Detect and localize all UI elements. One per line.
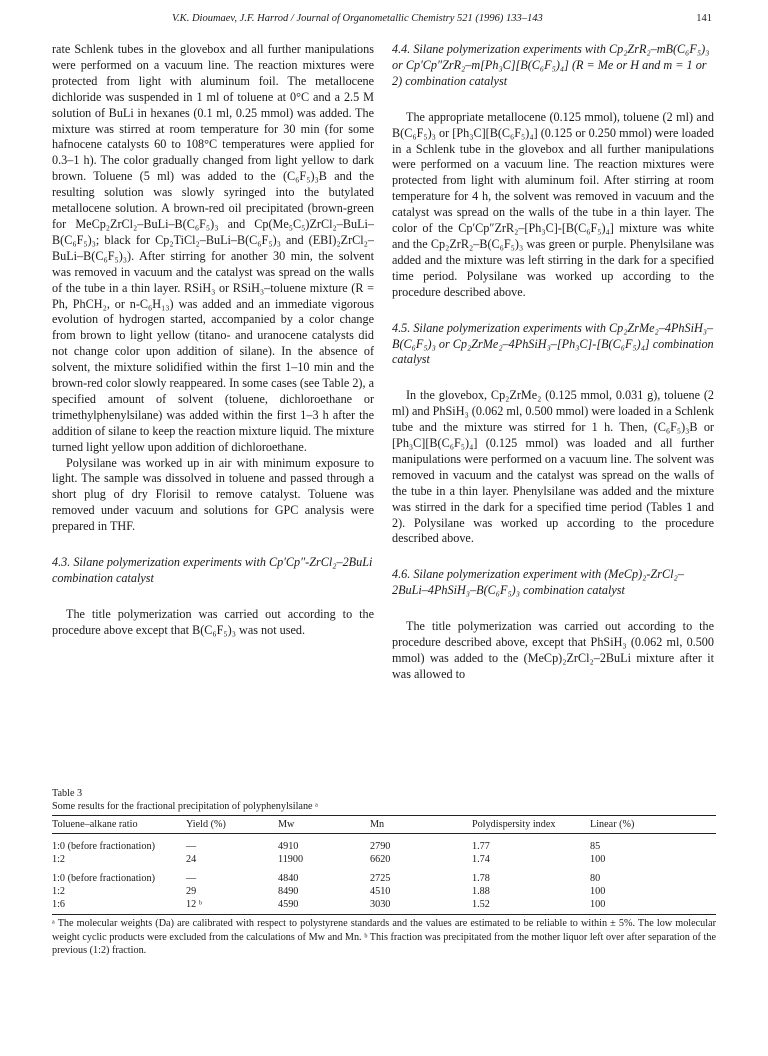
- table-cell: —: [186, 841, 197, 852]
- table-row: [52, 885, 716, 898]
- table-cell: 100: [590, 886, 606, 897]
- body-paragraph: Polysilane was worked up in air with minimum exposure to light. The sample was dissolved in toluene and passed through a short plug of dry Florisil to remove catalyst. Toluene was removed under vacuum and solutions for GPC analysis were prepared in THF.: [52, 455, 374, 534]
- table-3: [52, 787, 716, 915]
- table-cell: 80: [590, 873, 601, 884]
- table-cell: 29: [186, 886, 197, 897]
- table-cell: 4510: [370, 886, 391, 897]
- table-cell: 1.88: [472, 886, 490, 897]
- column-header: Yield (%): [186, 816, 278, 834]
- section-heading-4-3: 4.3. Silane polymerization experiments with Cp′Cp″-ZrCl₂–2BuLi combination catalyst: [52, 555, 373, 585]
- results-table: [52, 815, 716, 915]
- table-caption: Some results for the fractional precipitation of polyphenylsilane ᵃ: [52, 801, 318, 812]
- table-cell: 1.52: [472, 898, 590, 915]
- section-heading-4-5: 4.5. Silane polymerization experiments with Cp₂ZrMe₂–4PhSiH₃–B(C₆F₅)₃ or Cp₂ZrMe₂–4PhSiH₃–[Ph₃C]-[B(C₆F₅)₄] combination catalyst: [392, 320, 714, 367]
- table-cell: 1.74: [472, 854, 490, 865]
- table-cell: 2790: [370, 841, 391, 852]
- body-paragraph: The appropriate metallocene (0.125 mmol), toluene (2 ml) and B(C₆F₅)₃ or [Ph₃C][B(C₆F₅)₄] (0.125 or 0.250 mmol) were loaded in a Schlenk tube in the glovebox and all further manipulations were performed on a vacuum line. The reaction mixtures were protected from light with aluminum foil. After stirring at room temperature for 4 h, the solvent was removed in vacuum and the catalyst was spread on the walls of the tube in a thin layer. The color of the Cp′Cp″ZrR₂–[Ph₃C]-[B(C₆F₅)₄] mixture was white and the Cp₂ZrR₂–B(C₆F₅)₃ was green or purple. Phenylsilane was added and the mixture was left stirring in the dark for a specified time period. Polysilane was worked up according to the procedure described above.: [392, 109, 714, 299]
- body-paragraph: The title polymerization was carried out according to the procedure described above, except that PhSiH₃ (0.062 ml, 0.500 mmol) was added to the (MeCp)₂ZrCl₂–2BuLi mixture after it was allowed to: [392, 619, 714, 681]
- table-cell: 1.78: [472, 873, 490, 884]
- table-cell: 4840: [278, 873, 299, 884]
- column-header: Linear (%): [590, 816, 716, 834]
- page-number: 141: [696, 13, 712, 24]
- table-cell: 4910: [278, 841, 299, 852]
- left-column: [52, 42, 374, 639]
- column-header: Mw: [278, 816, 370, 834]
- table-footnote: [52, 917, 716, 958]
- table-cell: 1:0 (before fractionation): [52, 841, 155, 852]
- body-paragraph: rate Schlenk tubes in the glovebox and all further manipulations were performed on a vacuum line. The reaction mixtures were protected from light with aluminum foil. The metallocene dichloride was suspended in 1 ml of toluene at 0°C and a 2.5 M solution of BuLi in hexanes (0.1 ml, 0.25 mmol) was added. The mixture was stirred at room temperature for 30 min (for some hafnocene catalysts 60 to 108°C temperatures were applied for 0.3–1 h). The color gradually changed from light yellow to dark brown. Toluene (5 ml) was added to the (C₆F₅)₃B and the resulting solution was slowly syringed into the butylated metallocene solution. A brown-red oil precipitated (brown-green for MeCp₂ZrCl₂–BuLi–B(C₆F₅)₃ and Cp(Me₅C₅)ZrCl₂–BuLi–B(C₆F₅)₃; black for Cp₂TiCl₂–BuLi–B(C₆F₅)₃ and (EBI)₂ZrCl₂–BuLi–B(C₆F₅)₃). After stirring for another 30 min, the solvent was removed in vacuum and the catalyst was spread on the walls of the tube in a thin layer. RSiH₃ or RSiH₃–toluene mixture (R = Ph, PhCH₂, or n-C₆H₁₃) was added and an immediate vigorous evolution of hydrogen started, accompanied by a color change from brown to light yellow (titano- and uranocene catalysts did not change color upon addition of silane). In the absence of solvent, the mixture solidified within the first 1–10 min and the brown-red color slowly reappeared. In some cases (see Table 2), a specified amount of solvent (toluene, dichloroethane or trimethylphenylsilane) was added within the first 1–3 h after the addition of silane to keep the reaction mixture liquid. The mixture turned light yellow upon addition of dichloroethane.: [52, 42, 374, 454]
- table-cell: 4590: [278, 898, 370, 915]
- table-cell: 1:6: [52, 898, 186, 915]
- section-heading-4-6: 4.6. Silane polymerization experiment with (MeCp)₂-ZrCl₂–2BuLi–4PhSiH₃–B(C₆F₅)₃ combination catalyst: [392, 567, 684, 598]
- right-column: [392, 42, 714, 683]
- table-cell: 24: [186, 854, 197, 865]
- column-header: Mn: [370, 816, 472, 834]
- footnote-text: ᵃ The molecular weights (Da) are calibrated with respect to polystyrene standards and the values are estimated to be reliable to within ± 5%. The low molecular weight cyclic products were excluded from the calculations of Mw and Mn. ᵇ This fraction was precipitated from the mother liquor left over after separation of the previous (1:2) fraction.: [52, 918, 716, 956]
- body-paragraph: In the glovebox, Cp₂ZrMe₂ (0.125 mmol, 0.031 g), toluene (2 ml) and PhSiH₃ (0.062 ml, 0.500 mmol) were loaded in a Schlenk tube and the mixture was stirred for 1 h. Then, (C₆F₅)₃B or [Ph₃C][B(C₆F₅)₄] (0.125 mmol) was loaded and all further manipulations were performed on a vacuum line. The solvent was removed in vacuum and the catalyst was spread on the walls of the tube in a thin layer. Phenylsilane was added and the mixture was stirred in the dark for a specified time period (Tables 1 and 2). Polysilane was worked up according to the procedure described above.: [392, 388, 714, 546]
- running-title: V.K. Dioumaev, J.F. Harrod / Journal of Organometallic Chemistry 521 (1996) 133–143: [172, 13, 543, 24]
- column-header: Toluene–alkane ratio: [52, 816, 186, 834]
- table-cell: 8490: [278, 886, 299, 897]
- table-row: [52, 898, 716, 915]
- table-cell: 12 ᵇ: [186, 898, 278, 915]
- table-label: Table 3: [52, 788, 83, 799]
- table-row: [52, 834, 716, 854]
- table-cell: 1:0 (before fractionation): [52, 873, 155, 884]
- table-cell: 1:2: [52, 854, 66, 865]
- column-header: Polydispersity index: [472, 816, 590, 834]
- table-row: [52, 853, 716, 866]
- table-row: [52, 866, 716, 885]
- table-cell: 6620: [370, 854, 391, 865]
- table-cell: —: [186, 873, 197, 884]
- table-cell: 2725: [370, 873, 391, 884]
- table-cell: 3030: [370, 898, 472, 915]
- table-cell: 1.77: [472, 841, 490, 852]
- table-cell: 85: [590, 841, 601, 852]
- table-cell: 11900: [278, 854, 304, 865]
- table-cell: 100: [590, 898, 716, 915]
- table-cell: 100: [590, 854, 606, 865]
- running-header: [52, 13, 712, 29]
- body-paragraph: The title polymerization was carried out according to the procedure above except that B(C₆F₅)₃ was not used.: [52, 606, 374, 637]
- table-cell: 1:2: [52, 886, 66, 897]
- section-heading-4-4: 4.4. Silane polymerization experiments with Cp₂ZrR₂–mB(C₆F₅)₃ or Cp′Cp″ZrR₂–m[Ph₃C][B(C₆F₅)₄] (R = Me or H and m = 1 or 2) combination catalyst: [392, 42, 710, 88]
- table-header-row: [52, 816, 716, 834]
